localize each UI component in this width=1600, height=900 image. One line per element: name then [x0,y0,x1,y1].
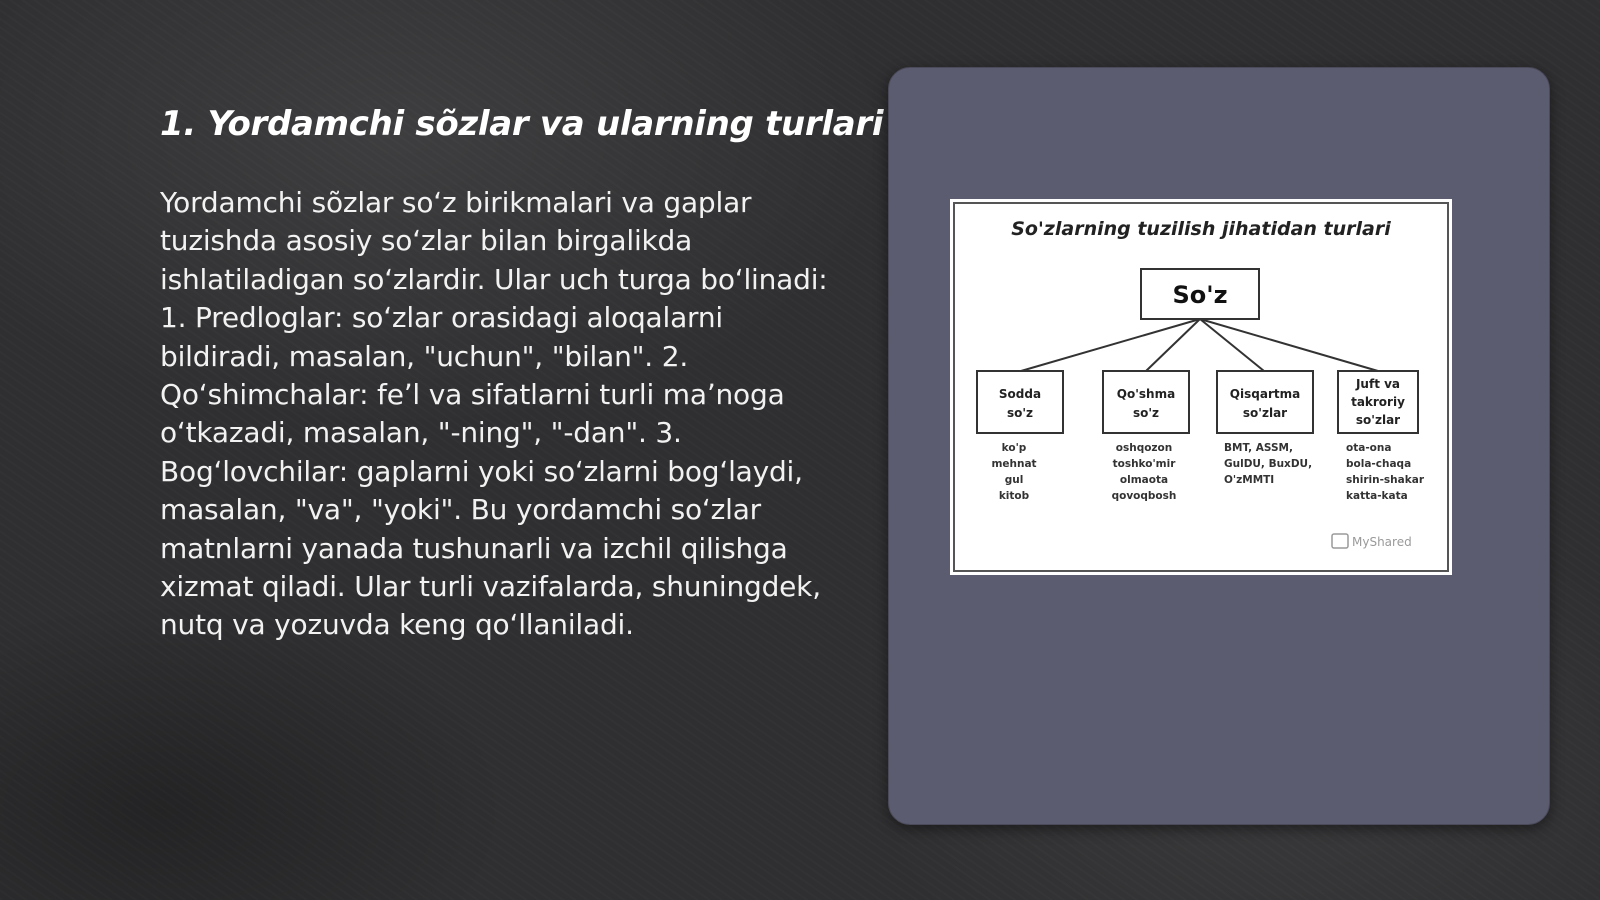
diagram-node-label: Qisqartma [1229,387,1301,401]
diagram-title: So'zlarning tuzilish jihatidan turlari [1011,218,1391,240]
diagram-example: ko'p [1001,442,1027,454]
diagram-node-label: takroriy [1351,395,1405,409]
diagram-image [950,199,1452,575]
diagram-example: kitob [998,490,1030,502]
diagram-node-label: so'zlar [1355,413,1401,427]
diagram-example: oshqozon [1115,442,1173,454]
diagram-example: toshko'mir [1112,458,1176,470]
diagram-example: katta-kata [1346,490,1408,502]
slide-title: 1. Yordamchi sõzlar va ularning turlari [160,104,884,144]
diagram-example: gul [1004,474,1024,486]
diagram-example: O'zMMTI [1224,474,1275,486]
diagram-example: shirin-shakar [1346,474,1424,486]
slide-body-text: Yordamchi sõzlar soʻz birikmalari va gaplar tuzishda asosiy soʻzlar bilan birgalikda ishlatiladigan soʻzlardir. Ular uch turga boʻlinadi: 1. Predloglar: soʻzlar orasidagi aloqalarni bildiradi, masalan, "uchun", "bilan". 2. Qoʻshimchalar: feʼl va sifatlarni turli maʼnoga oʻtkazadi, masalan, "-ning", "-dan". 3. Bogʻlovchilar: gaplarni yoki soʻzlarni bogʻlaydi, masalan, "va", "yoki". Bu yordamchi soʻzlar matnlarni yanada tushunarli va izchil qilishga xizmat qiladi. Ular turli vazifalarda, shuningdek, nutq va yozuvda keng qoʻllaniladi. [160,186,828,642]
diagram-node-label: Juft va [1355,377,1401,391]
diagram-example: qovoqbosh [1111,490,1177,502]
diagram-root-label: So'z [1172,281,1228,309]
diagram-node-label: so'z [1132,406,1160,420]
watermark-label: MyShared [1352,535,1412,549]
diagram-node-box [977,371,1063,433]
diagram-node-box [1217,371,1313,433]
diagram-example: bola-chaqa [1346,458,1412,470]
diagram-example: olmaota [1119,474,1169,486]
diagram-example: GulDU, BuxDU, [1224,458,1313,470]
diagram-node-label: Sodda [998,387,1042,401]
diagram-node-label: so'z [1006,406,1034,420]
diagram-example: mehnat [991,458,1037,470]
diagram-node-label: Qo'shma [1116,387,1176,401]
diagram-example: BMT, ASSM, [1224,442,1293,454]
word-structure-diagram [950,199,1452,575]
diagram-node-box [1103,371,1189,433]
diagram-example: ota-ona [1346,442,1392,454]
diagram-node-label: so'zlar [1242,406,1288,420]
